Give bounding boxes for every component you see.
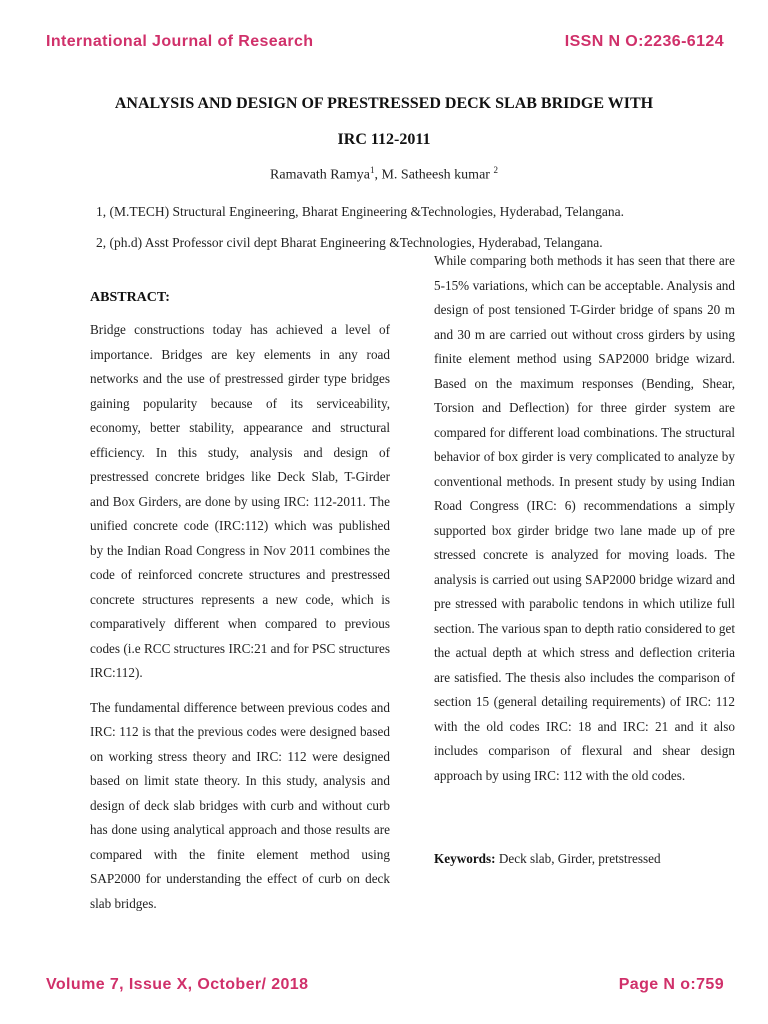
page-number: Page N o:759 bbox=[618, 976, 724, 993]
abstract-paragraph-3: While comparing both methods it has seen that there are 5-15% variations, which can be acceptable. Analysis and design of post tensioned T-Girder bridge of spans 20 m and 30 m are carried out without cross girders by using finite element method using SAP2000 bridge wizard. Based on the maximum responses (Bending, Shear, Torsion and Deflection) for three girder system are compared for different load combinations. The structural behavior of box girder is very complicated to analyze by conventional methods. In present study by using Indian Road Congress (IRC: 6) recommendations a simply supported box girder bridge two lane made up of pre stressed concrete is analyzed for moving loads. The analysis is carried out using SAP2000 bridge wizard and pre stressed with parabolic tendons in which utilize full section. The various span to depth ratio considered to get the actual depth at which stress and deflection criteria are satisfied. The thesis also includes the comparison of section 15 (general detailing requirements) of IRC: 112 with the old codes IRC: 18 and IRC: 21 and it also includes comparison of flexural and shear design approach by using IRC: 112 with the old codes. bbox=[434, 253, 735, 783]
author-1-sup: 1 bbox=[369, 165, 375, 175]
volume-issue: Volume 7, Issue X, October/ 2018 bbox=[46, 976, 309, 993]
keywords-text: Deck slab, Girder, pretstressed bbox=[495, 851, 661, 866]
author-2-sup: 2 bbox=[493, 165, 498, 175]
author-2: M. Satheesh kumar bbox=[381, 167, 494, 183]
keywords-label: Keywords: bbox=[434, 851, 496, 866]
right-column bbox=[434, 249, 735, 788]
affiliation-2: 2, (ph.d) Asst Professor civil dept Bharat Engineering &Technologies, Hyderabad, Telangana. bbox=[96, 235, 603, 250]
paper-title-line1: ANALYSIS AND DESIGN OF PRESTRESSED DECK SLAB BRIDGE WITH bbox=[114, 95, 654, 112]
abstract-paragraph-2: The fundamental difference between previous codes and IRC: 112 is that the previous codes were designed based on working stress theory and IRC: 112 were designed based on limit state theory. In this study, analysis and design of deck slab bridges with curb and without curb has done using analytical approach and those results are compared with the finite element method using SAP2000 for understanding the effect of curb on deck slab bridges. bbox=[90, 699, 390, 911]
paper-title-line2: IRC 112-2011 bbox=[337, 131, 431, 148]
abstract-heading: ABSTRACT: bbox=[90, 290, 170, 305]
left-column bbox=[90, 318, 390, 916]
issn-number: ISSN N O:2236-6124 bbox=[564, 33, 724, 50]
affiliation-1: 1, (M.TECH) Structural Engineering, Bharat Engineering &Technologies, Hyderabad, Telangana. bbox=[96, 204, 624, 219]
author-separator: , bbox=[374, 167, 382, 183]
keywords-line bbox=[434, 851, 661, 867]
authors-line bbox=[0, 165, 768, 184]
author-1: Ramavath Ramya bbox=[270, 167, 370, 183]
abstract-paragraph-1: Bridge constructions today has achieved a level of importance. Bridges are key elements in any road networks and the use of prestressed girder type bridges gaining popularity because of its serviceability, economy, better stability, appearance and structural efficiency. In this study, analysis and design of prestressed concrete bridges like Deck Slab, T-Girder and Box Girders, are done by using IRC: 112-2011. The unified concrete code (IRC:112) which was published by the Indian Road Congress in Nov 2011 combines the code of reinforced concrete structures and prestressed concrete structures represents a new code, which is comparatively different when compared to previous codes (i.e RCC structures IRC:21 and for PSC structures IRC:112). bbox=[90, 322, 390, 680]
journal-name: International Journal of Research bbox=[46, 33, 314, 50]
